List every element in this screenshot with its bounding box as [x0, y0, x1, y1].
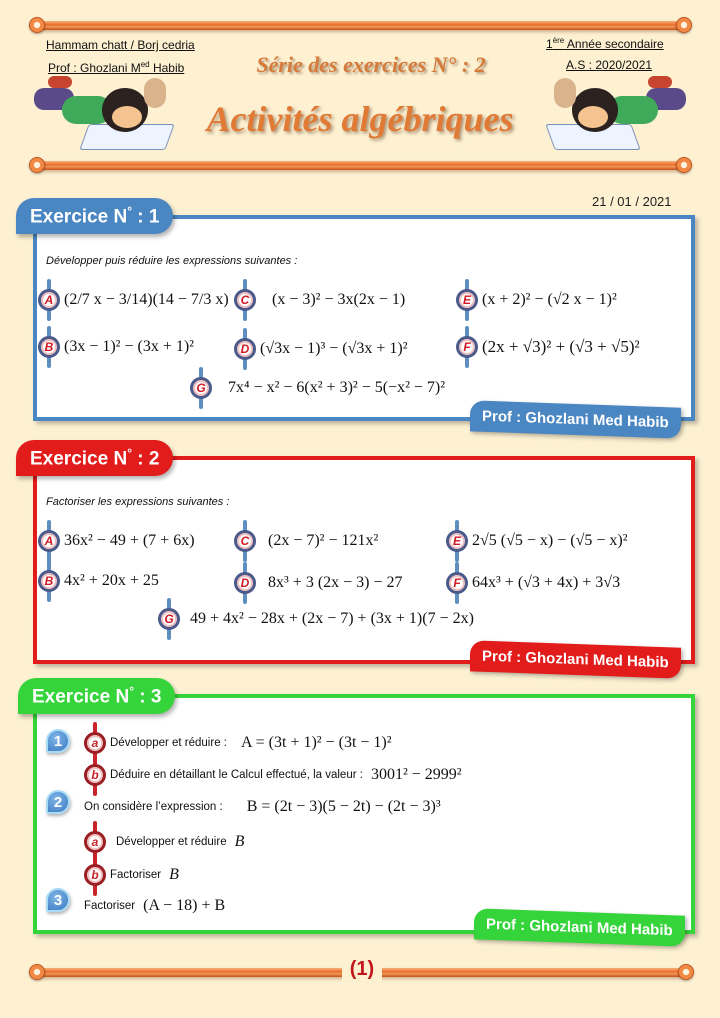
bullet-g-icon: G [190, 377, 212, 399]
step-text: On considère l’expression : [84, 801, 223, 813]
class-level-text: Année secondaire [564, 37, 664, 51]
expression: (√3x − 1)³ − (√3x + 1)² [260, 340, 408, 357]
expression: A = (3t + 1)² − (3t − 1)² [240, 734, 392, 751]
expression: (2/7 x − 3/14)(14 − 7/3 x) [64, 291, 229, 308]
bullet-c-icon: C [234, 289, 256, 311]
rod-knob-icon [29, 964, 45, 980]
expression: (x − 3)² − 3x(2x − 1) [272, 291, 406, 308]
bullet-f-icon: F [456, 336, 478, 358]
q1-part-a [84, 732, 392, 754]
tab-number: : 3 [134, 686, 162, 708]
bullet-a-icon: a [84, 831, 106, 853]
expression: 36x² − 49 + (7 + 6x) [64, 532, 195, 549]
ex1-item-a [38, 289, 229, 311]
tab-label: Exercice N [32, 686, 130, 708]
ex2-item-d [234, 572, 403, 594]
teacher-name [48, 60, 184, 75]
ex1-item-c [234, 289, 405, 311]
expression: 49 + 4x² − 28x + (2x − 7) + (3x + 1)(7 − 2x) [190, 610, 474, 627]
bullet-a-icon: A [38, 289, 60, 311]
exercise-2-instruction: Factoriser les expressions suivantes : [46, 496, 230, 508]
ex2-item-e [446, 530, 628, 552]
question-1-number: 1 [46, 729, 70, 753]
ex2-item-f [446, 572, 620, 594]
ex2-item-a [38, 530, 195, 552]
bullet-b-icon: B [38, 570, 60, 592]
q2-part-b [84, 864, 179, 886]
expression: (2x − 7)² − 121x² [268, 532, 379, 549]
expression: (3x − 1)² − (3x + 1)² [64, 338, 194, 355]
expression: (x + 2)² − (√2 x − 1)² [482, 291, 617, 308]
tab-label: Exercice N [30, 206, 128, 228]
q2-statement [84, 798, 441, 816]
exercise-1-instruction: Développer puis réduire les expressions suivantes : [46, 255, 298, 267]
header-bottom-rod [38, 161, 686, 170]
rod-knob-icon [676, 17, 692, 33]
step-text: Factoriser [110, 869, 162, 881]
expression: B [169, 866, 179, 883]
expression: 64x³ + (√3 + 4x) + 3√3 [472, 574, 621, 591]
tab-degree: ° [127, 204, 132, 218]
reading-child-illustration-icon [34, 76, 194, 156]
teacher-name-prefix: Prof : Ghozlani M [48, 61, 141, 75]
tab-number: : 2 [132, 448, 160, 470]
reading-child-illustration-icon [526, 76, 686, 156]
bullet-c-icon: C [234, 530, 256, 552]
teacher-name-suffix: Habib [149, 61, 185, 75]
school-year: A.S : 2020/2021 [566, 58, 653, 72]
question-3-number: 3 [46, 888, 70, 912]
rod-knob-icon [29, 157, 45, 173]
bullet-a-icon: A [38, 530, 60, 552]
ex2-item-c [234, 530, 378, 552]
document-date: 21 / 01 / 2021 [592, 194, 672, 209]
exercise-2-box [33, 456, 695, 664]
bullet-g-icon: G [158, 608, 180, 630]
class-level [546, 36, 664, 51]
bullet-d-icon: D [234, 338, 256, 360]
rod-knob-icon [678, 964, 694, 980]
q2-part-a [84, 831, 244, 853]
q3-statement [84, 897, 225, 915]
tab-degree: ° [129, 684, 134, 698]
ex1-item-g [190, 377, 445, 399]
expression: 7x⁴ − x² − 6(x² + 3)² − 5(−x² − 7)² [228, 379, 446, 396]
bullet-b-icon: B [38, 336, 60, 358]
step-text: Factoriser [84, 900, 136, 912]
exercise-3-author-badge: Prof : Ghozlani Med Habib [474, 908, 685, 946]
ex1-item-f [456, 336, 640, 358]
class-level-number: 1 [546, 37, 553, 51]
class-level-sup: ère [552, 36, 565, 45]
exercise-2-author-badge: Prof : Ghozlani Med Habib [470, 640, 681, 678]
step-text: Déduire en détaillant le Calcul effectué, la valeur : [110, 769, 363, 781]
expression: 2√5 (√5 − x) − (√5 − x)² [472, 532, 628, 549]
tab-label: Exercice N [30, 448, 128, 470]
bullet-e-icon: E [456, 289, 478, 311]
expression: 4x² + 20x + 25 [64, 572, 159, 589]
teacher-name-sup: ed [140, 60, 150, 69]
step-text: Développer et réduire [116, 836, 227, 848]
bullet-a-icon: a [84, 732, 106, 754]
exercise-2-tab [16, 440, 173, 476]
bullet-d-icon: D [234, 572, 256, 594]
ex1-item-d [234, 338, 408, 360]
top-decorative-rod [38, 21, 686, 30]
expression: 3001² − 2999² [370, 766, 462, 783]
series-title: Série des exercices N° : 2 [256, 52, 486, 77]
bullet-b-icon: b [84, 764, 106, 786]
bullet-f-icon: F [446, 572, 468, 594]
tab-degree: ° [127, 446, 132, 460]
expression: 8x³ + 3 (2x − 3) − 27 [268, 574, 403, 591]
ex2-item-b [38, 570, 159, 592]
q1-part-b [84, 764, 462, 786]
school-name: Hammam chatt / Borj cedria [46, 38, 195, 52]
expression: B [234, 833, 245, 850]
bullet-e-icon: E [446, 530, 468, 552]
expression: (A − 18) + B [143, 897, 226, 914]
expression: B = (2t − 3)(5 − 2t) − (2t − 3)³ [246, 798, 441, 815]
exercise-1-tab [16, 198, 173, 234]
bullet-b-icon: b [84, 864, 106, 886]
ex2-item-g [158, 608, 474, 630]
page-number: (1) [342, 958, 382, 981]
exercise-3-tab [18, 678, 175, 714]
question-2-number: 2 [46, 790, 70, 814]
rod-knob-icon [29, 17, 45, 33]
rod-knob-icon [676, 157, 692, 173]
main-title: Activités algébriques [206, 99, 514, 139]
tab-number: : 1 [132, 206, 160, 228]
expression: (2x + √3)² + (√3 + √5)² [482, 337, 640, 356]
ex1-item-b [38, 336, 194, 358]
ex1-item-e [456, 289, 617, 311]
exercise-1-author-badge: Prof : Ghozlani Med Habib [470, 400, 681, 438]
step-text: Développer et réduire : [110, 737, 227, 749]
